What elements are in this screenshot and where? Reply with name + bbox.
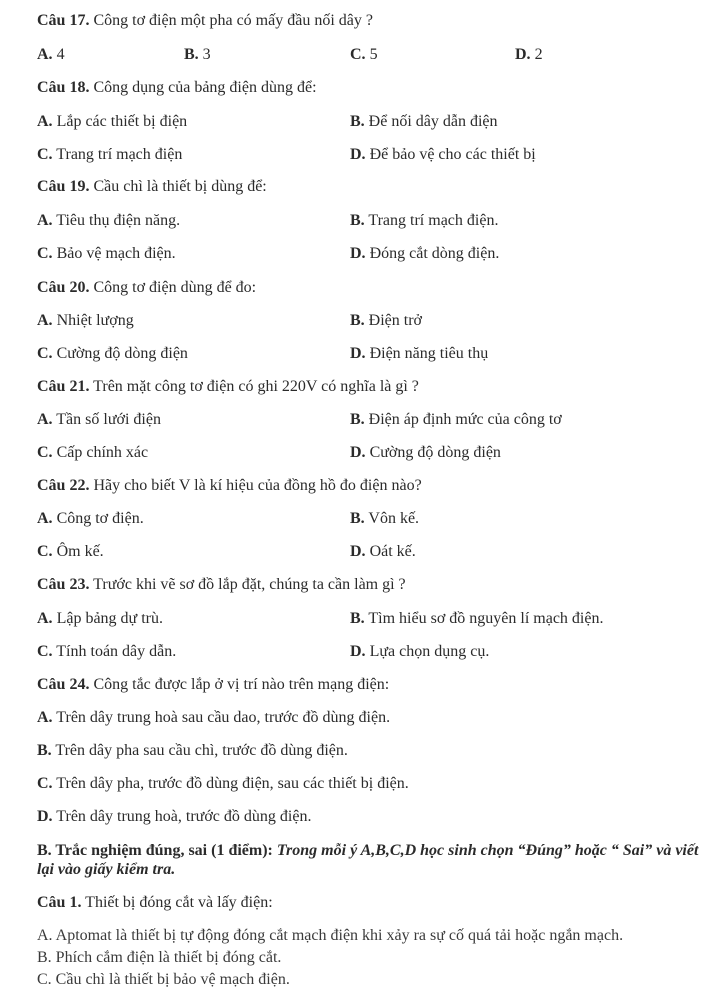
option-text: Tìm hiểu sơ đồ nguyên lí mạch điện. bbox=[364, 610, 604, 627]
option-text: Cường độ dòng điện bbox=[365, 444, 501, 461]
option-key: C. bbox=[37, 543, 53, 560]
option-a bbox=[37, 46, 65, 64]
option-text: Lựa chọn dụng cụ. bbox=[365, 643, 490, 660]
option-c bbox=[37, 775, 409, 793]
option-text: Công tơ điện. bbox=[52, 510, 144, 527]
option-a bbox=[37, 113, 187, 131]
question-text: Công tơ điện một pha có mấy đầu nối dây ? bbox=[89, 12, 373, 29]
option-a bbox=[37, 411, 161, 429]
option-key: D. bbox=[515, 46, 531, 63]
tf-item-a: A. Aptomat là thiết bị tự động đóng cắt mạch điện khi xảy ra sự cố quá tải hoặc ngắn mạch. bbox=[37, 927, 624, 944]
option-key: D. bbox=[350, 146, 366, 163]
question-number: Câu 22. bbox=[37, 477, 90, 494]
option-text: Tính toán dây dẫn. bbox=[52, 643, 177, 660]
option-text: Để nối dây dẫn điện bbox=[364, 113, 498, 130]
option-key: A. bbox=[37, 709, 53, 726]
option-c bbox=[37, 146, 182, 164]
option-key: B. bbox=[350, 312, 365, 329]
option-text: Lắp các thiết bị điện bbox=[52, 113, 188, 130]
section-b-title: B. Trắc nghiệm đúng, sai (1 điểm): bbox=[37, 842, 273, 859]
option-key: A. bbox=[37, 610, 53, 627]
option-d bbox=[350, 543, 416, 561]
question-17 bbox=[37, 12, 373, 30]
option-b bbox=[350, 510, 419, 528]
option-text: Cấp chính xác bbox=[52, 444, 149, 461]
option-c bbox=[37, 245, 176, 263]
option-text: Cường độ dòng điện bbox=[52, 345, 188, 362]
question-text: Cầu chì là thiết bị dùng để: bbox=[89, 178, 267, 195]
option-a bbox=[37, 212, 180, 230]
option-text: 4 bbox=[52, 46, 65, 63]
tf-item-b: B. Phích cắm điện là thiết bị đóng cắt. bbox=[37, 949, 282, 966]
option-key: C. bbox=[37, 643, 53, 660]
question-18 bbox=[37, 79, 317, 97]
question-number: Câu 21. bbox=[37, 378, 90, 395]
option-text: Tần số lưới điện bbox=[52, 411, 161, 428]
option-key: A. bbox=[37, 212, 53, 229]
option-b bbox=[350, 610, 603, 628]
option-c bbox=[37, 543, 104, 561]
option-key: B. bbox=[350, 212, 365, 229]
question-number: Câu 17. bbox=[37, 12, 90, 29]
question-20 bbox=[37, 279, 256, 297]
option-key: D. bbox=[350, 345, 366, 362]
option-d bbox=[350, 444, 501, 462]
option-text: Điện năng tiêu thụ bbox=[365, 345, 489, 362]
option-c bbox=[37, 643, 176, 661]
option-key: C. bbox=[37, 146, 53, 163]
option-c bbox=[350, 46, 378, 64]
option-b bbox=[350, 312, 422, 330]
option-d bbox=[350, 643, 489, 661]
option-a bbox=[37, 312, 134, 330]
question-text: Công tơ điện dùng để đo: bbox=[89, 279, 257, 296]
option-a bbox=[37, 610, 163, 628]
question-24 bbox=[37, 676, 389, 694]
option-key: B. bbox=[184, 46, 199, 63]
option-key: D. bbox=[350, 444, 366, 461]
option-key: B. bbox=[350, 411, 365, 428]
option-text: Oát kế. bbox=[365, 543, 416, 560]
question-number: Câu 23. bbox=[37, 576, 90, 593]
option-key: A. bbox=[37, 46, 53, 63]
option-key: A. bbox=[37, 312, 53, 329]
option-d bbox=[350, 146, 536, 164]
option-b bbox=[350, 411, 562, 429]
option-b bbox=[350, 113, 498, 131]
question-text: Công dụng của bảng điện dùng để: bbox=[89, 79, 317, 96]
question-number: Câu 19. bbox=[37, 178, 90, 195]
option-key: D. bbox=[37, 808, 53, 825]
option-text: Để bảo vệ cho các thiết bị bbox=[365, 146, 536, 163]
question-number: Câu 20. bbox=[37, 279, 90, 296]
option-key: B. bbox=[37, 742, 52, 759]
option-text: Tiêu thụ điện năng. bbox=[52, 212, 181, 229]
option-key: D. bbox=[350, 543, 366, 560]
option-text: Lập bảng dự trù. bbox=[52, 610, 163, 627]
option-text: Bảo vệ mạch điện. bbox=[52, 245, 176, 262]
option-key: B. bbox=[350, 610, 365, 627]
question-text: Hãy cho biết V là kí hiệu của đồng hồ đo điện nào? bbox=[89, 477, 422, 494]
question-number: Câu 18. bbox=[37, 79, 90, 96]
option-key: C. bbox=[37, 245, 53, 262]
question-19 bbox=[37, 178, 267, 196]
question-text: Trên mặt công tơ điện có ghi 220V có nghĩa là gì ? bbox=[89, 378, 419, 395]
option-key: B. bbox=[350, 113, 365, 130]
option-text: Trang trí mạch điện. bbox=[364, 212, 499, 229]
section-b-instruction: Trong mỗi ý A,B,C,D học sinh chọn “Đúng” hoặc “ Sai” và viết lại vào giấy kiểm tra. bbox=[37, 842, 699, 878]
question-number: Câu 1. bbox=[37, 894, 82, 911]
option-key: A. bbox=[37, 510, 53, 527]
question-number: Câu 24. bbox=[37, 676, 90, 693]
option-text: 3 bbox=[198, 46, 211, 63]
option-key: B. bbox=[350, 510, 365, 527]
option-key: A. bbox=[37, 411, 53, 428]
option-key: D. bbox=[350, 643, 366, 660]
option-d bbox=[515, 46, 543, 64]
option-text: Trang trí mạch điện bbox=[52, 146, 183, 163]
option-key: C. bbox=[37, 775, 53, 792]
option-c bbox=[37, 345, 188, 363]
option-text: Vôn kế. bbox=[364, 510, 420, 527]
option-text: Trên dây trung hoà, trước đồ dùng điện. bbox=[52, 808, 312, 825]
option-b bbox=[184, 46, 211, 64]
question-text: Công tắc được lắp ở vị trí nào trên mạng điện: bbox=[89, 676, 390, 693]
question-text: Trước khi vẽ sơ đồ lắp đặt, chúng ta cần làm gì ? bbox=[89, 576, 406, 593]
option-text: Trên dây trung hoà sau cầu dao, trước đồ dùng điện. bbox=[52, 709, 391, 726]
option-key: C. bbox=[37, 444, 53, 461]
option-text: Điện áp định mức của công tơ bbox=[364, 411, 562, 428]
option-c bbox=[37, 444, 148, 462]
option-text: Trên dây pha sau cầu chì, trước đồ dùng điện. bbox=[51, 742, 348, 759]
question-22 bbox=[37, 477, 422, 495]
question-text: Thiết bị đóng cắt và lấy điện: bbox=[81, 894, 273, 911]
section-b-heading bbox=[37, 841, 707, 879]
option-b bbox=[350, 212, 498, 230]
option-text: Nhiệt lượng bbox=[52, 312, 134, 329]
tf-item-c: C. Cầu chì là thiết bị bảo vệ mạch điện. bbox=[37, 971, 290, 988]
option-d bbox=[350, 345, 488, 363]
option-d bbox=[37, 808, 311, 826]
option-key: D. bbox=[350, 245, 366, 262]
option-d bbox=[350, 245, 499, 263]
option-text: Ôm kế. bbox=[52, 543, 104, 560]
question-21 bbox=[37, 378, 419, 396]
option-key: C. bbox=[350, 46, 366, 63]
option-text: Trên dây pha, trước đồ dùng điện, sau các thiết bị điện. bbox=[52, 775, 409, 792]
option-text: 5 bbox=[365, 46, 378, 63]
option-b bbox=[37, 742, 348, 760]
option-text: Đóng cắt dòng điện. bbox=[365, 245, 500, 262]
option-a bbox=[37, 709, 390, 727]
option-a bbox=[37, 510, 144, 528]
question-23 bbox=[37, 576, 406, 594]
option-text: 2 bbox=[530, 46, 543, 63]
option-key: A. bbox=[37, 113, 53, 130]
tf-question-1 bbox=[37, 894, 273, 912]
option-text: Điện trở bbox=[364, 312, 423, 329]
option-key: C. bbox=[37, 345, 53, 362]
